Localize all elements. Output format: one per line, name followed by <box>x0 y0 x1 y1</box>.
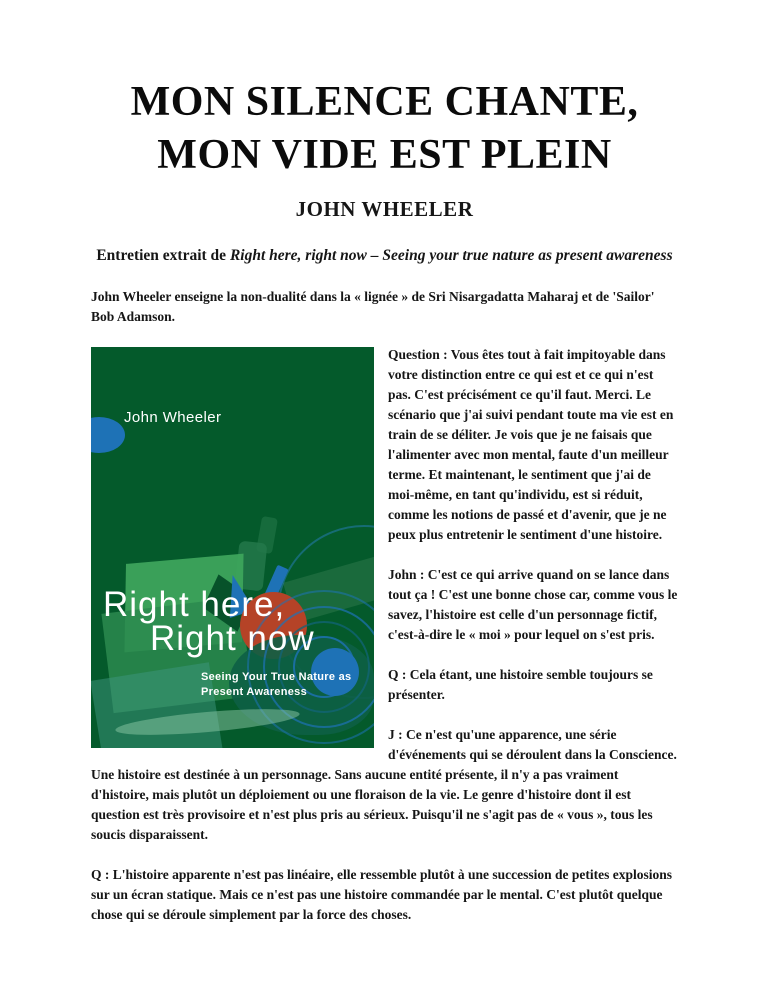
cover-title-line1: Right here, <box>103 585 286 624</box>
cover-subtitle-line1: Seeing Your True Nature as <box>201 671 352 683</box>
source-book-title: Right here, right now – Seeing your true nature as present awareness <box>229 247 673 264</box>
paragraph-question-1: Question : Vous êtes tout à fait impitoyable dans votre distinction entre ce qui est et ce qui n'est pas. C'est précisément ce qu'il faut. Merci. Le scénario que j'ai suivi pendant toute ma vie est en train de se déliter. Je vois que je ne faisais que l'alimenter avec mon mental, faute d'un meilleur terme. Et maintenant, le sentiment que j'ai de moi-même, en tant qu'individu, est si réduit, comme les notions de passé et d'avenir, que je ne peux plus entretenir le sentiment d'une histoire. <box>388 347 674 542</box>
book-cover-image <box>91 347 374 748</box>
cover-title-line2: Right now <box>150 619 315 658</box>
source-line <box>91 246 678 266</box>
cover-subtitle <box>201 670 351 700</box>
paragraph-question-2: Q : Cela étant, une histoire semble toujours se présenter. <box>388 667 653 702</box>
page-title-line2: MON VIDE EST PLEIN <box>157 132 612 178</box>
cover-title <box>103 585 315 658</box>
paragraph-john-1: John : C'est ce qui arrive quand on se lance dans tout ça ! C'est une bonne chose car, comme vous le savez, l'histoire est celle d'un personnage fictif, c'est-à-dire le « moi » pour lequel on s'est pris. <box>388 567 678 642</box>
paragraph-john-2: J : Ce n'est qu'une apparence, une série d'événements qui se déroulent dans la Conscience. Une histoire est destinée à un personnage. Sans aucune entité présente, il n'y a pas vraiment d'histoire, mais plutôt un déploiement ou une floraison de la vie. Le genre d'histoire dont il est question est très provisoire et n'est plus pris au sérieux. Puisqu'il ne s'agit pas de « vous », tous les soucis disparaissent. <box>91 727 677 842</box>
cover-art-blue-oval <box>91 417 125 453</box>
paragraph-question-3: Q : L'histoire apparente n'est pas linéaire, elle ressemble plutôt à une succession de petites explosions sur un écran statique. Mais ce n'est pas une histoire commandée par le mental. C'est plutôt quelque chose qui se déroule simplement par la force des choses. <box>91 867 673 922</box>
cover-author: John Wheeler <box>124 409 222 426</box>
source-prefix: Entretien extrait de <box>96 247 230 264</box>
page-title <box>91 76 678 182</box>
page-title-line1: MON SILENCE CHANTE, <box>130 79 639 125</box>
intro-paragraph: John Wheeler enseigne la non-dualité dans la « lignée » de Sri Nisargadatta Maharaj et de 'Sailor' Bob Adamson. <box>91 289 655 324</box>
document-author: JOHN WHEELER <box>295 197 474 221</box>
main-content <box>91 345 678 945</box>
cover-subtitle-line2: Present Awareness <box>201 686 307 698</box>
